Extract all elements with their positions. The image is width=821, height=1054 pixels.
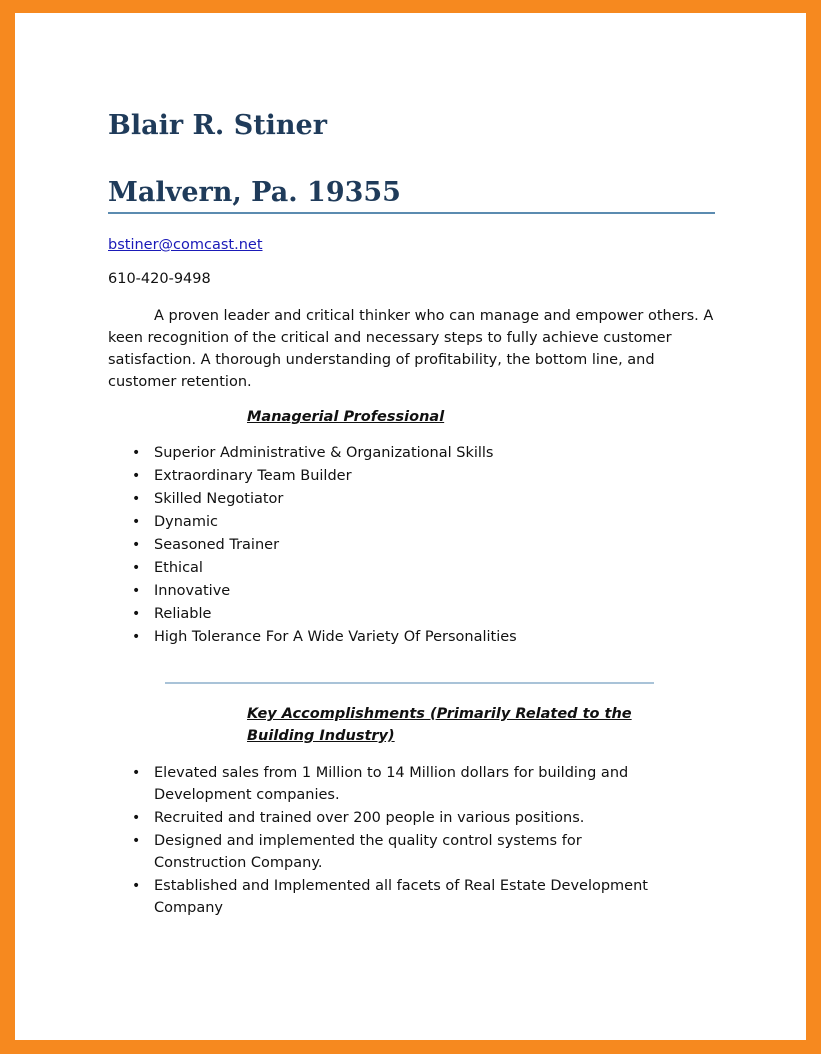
bullet-icon: • <box>132 491 141 507</box>
skill-text: Superior Administrative & Organizational Skills <box>154 445 494 461</box>
bullet-icon: • <box>132 468 141 484</box>
accomplishments-list <box>108 762 668 920</box>
candidate-name: Blair R. Stiner <box>108 110 327 141</box>
accomplishment-text: Designed and implemented the quality control systems for Construction Company. <box>154 833 582 871</box>
accomplishments-section-title: Key Accomplishments (Primarily Related to the Building Industry) <box>247 706 632 744</box>
list-item <box>108 830 668 874</box>
list-item <box>108 557 517 580</box>
list-item <box>108 807 668 829</box>
list-item <box>108 580 517 603</box>
resume-page <box>15 13 806 1040</box>
skill-text: Reliable <box>154 606 212 622</box>
bullet-icon: • <box>132 445 141 461</box>
summary-paragraph: A proven leader and critical thinker who can manage and empower others. A keen recognition of the critical and necessary steps to fully achieve customer satisfaction. A thorough understanding of profitability, the bottom line, and customer retention. <box>108 308 714 390</box>
skill-text: Ethical <box>154 560 203 576</box>
list-item <box>108 626 517 649</box>
list-item <box>108 875 668 919</box>
bullet-icon: • <box>132 765 141 781</box>
bullet-icon: • <box>132 537 141 553</box>
email-link[interactable]: bstiner@comcast.net <box>108 237 263 253</box>
bullet-icon: • <box>132 606 141 622</box>
candidate-address: Malvern, Pa. 19355 <box>108 177 401 208</box>
accomplishment-text: Established and Implemented all facets of Real Estate Development Company <box>154 878 648 916</box>
skill-text: Seasoned Trainer <box>154 537 280 553</box>
bullet-icon: • <box>132 878 141 894</box>
list-item <box>108 603 517 626</box>
accomplishment-text: Elevated sales from 1 Million to 14 Million dollars for building and Development companies. <box>154 765 629 803</box>
list-item <box>108 465 517 488</box>
skills-list <box>108 442 517 649</box>
bullet-icon: • <box>132 833 141 849</box>
phone-number: 610-420-9498 <box>108 271 211 287</box>
skill-text: Extraordinary Team Builder <box>154 468 352 484</box>
skill-text: Innovative <box>154 583 231 599</box>
skills-section-title: Managerial Professional <box>247 409 445 425</box>
list-item <box>108 442 517 465</box>
bullet-icon: • <box>132 629 141 645</box>
skill-text: Dynamic <box>154 514 218 530</box>
list-item <box>108 511 517 534</box>
list-item <box>108 762 668 806</box>
bullet-icon: • <box>132 583 141 599</box>
bullet-icon: • <box>132 560 141 576</box>
accomplishment-text: Recruited and trained over 200 people in various positions. <box>154 810 585 826</box>
bullet-icon: • <box>132 514 141 530</box>
section-divider <box>165 682 654 684</box>
bullet-icon: • <box>132 810 141 826</box>
list-item <box>108 488 517 511</box>
skill-text: High Tolerance For A Wide Variety Of Personalities <box>154 629 517 645</box>
list-item <box>108 534 517 557</box>
header-divider <box>108 212 715 214</box>
skill-text: Skilled Negotiator <box>154 491 284 507</box>
